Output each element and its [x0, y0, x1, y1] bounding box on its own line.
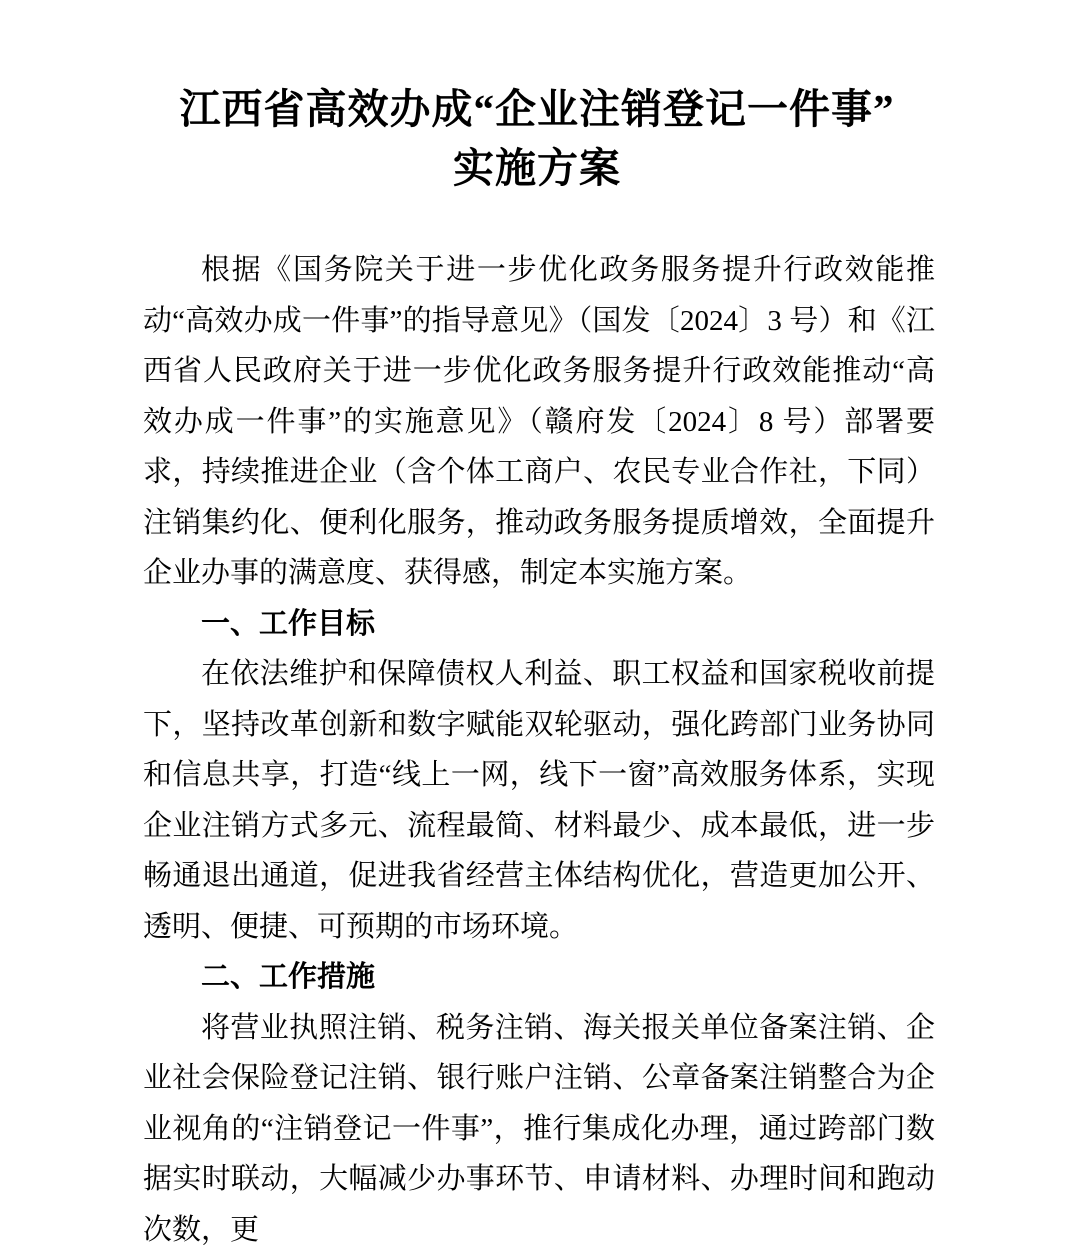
section-heading-work-goals: 一、工作目标 [143, 599, 935, 650]
document-body [143, 245, 935, 1255]
paragraph-basis-intro: 根据《国务院关于进一步优化政务服务提升行政效能推动“高效办成一件事”的指导意见》（国发〔2024〕3 号）和《江西省人民政府关于进一步优化政务服务提升行政效能推动“高效办成一件事”的实施意见》（赣府发〔2024〕8 号）部署要求，持续推进企业（含个体工商户、农民专业合作社，下同）注销集约化、便利化服务，推动政务服务提质增效，全面提升企业办事的满意度、获得感，制定本实施方案。 [143, 245, 935, 599]
document-title-line-2: 实施方案 [0, 139, 1074, 198]
document-title-line-1: 江西省高效办成“企业注销登记一件事” [0, 80, 1074, 139]
document-title [0, 0, 1074, 198]
paragraph-work-goals: 在依法维护和保障债权人利益、职工权益和国家税收前提下，坚持改革创新和数字赋能双轮驱动，强化跨部门业务协同和信息共享，打造“线上一网，线下一窗”高效服务体系，实现企业注销方式多元、流程最简、材料最少、成本最低，进一步畅通退出通道，促进我省经营主体结构优化，营造更加公开、透明、便捷、可预期的市场环境。 [143, 649, 935, 952]
section-heading-work-measures: 二、工作措施 [143, 952, 935, 1003]
paragraph-work-measures: 将营业执照注销、税务注销、海关报关单位备案注销、企业社会保险登记注销、银行账户注销、公章备案注销整合为企业视角的“注销登记一件事”，推行集成化办理，通过跨部门数据实时联动，大幅减少办事环节、申请材料、办理时间和跑动次数，更 [143, 1003, 935, 1255]
